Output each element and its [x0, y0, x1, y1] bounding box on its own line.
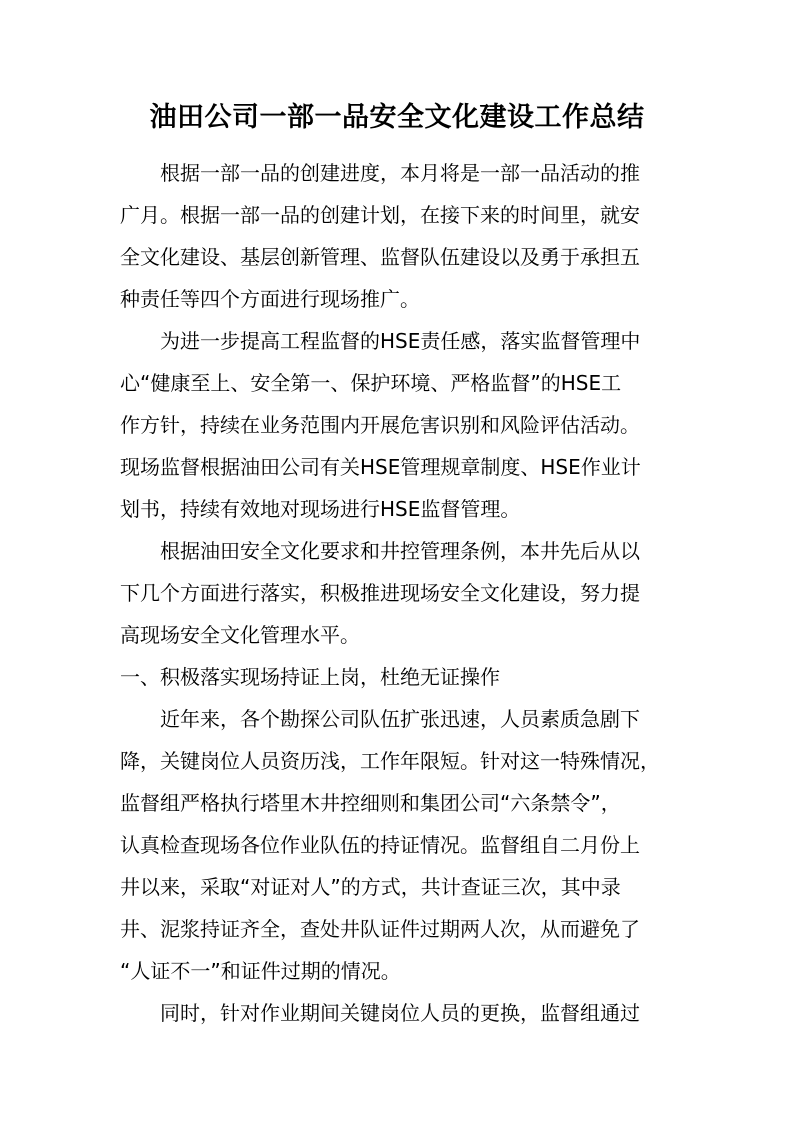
- paragraph-line: “人证不一”和证件过期的情况。: [120, 959, 401, 983]
- paragraph-line: 根据油田安全文化要求和井控管理条例，本井先后从以: [160, 539, 640, 563]
- document-title: 油田公司一部一品安全文化建设工作总结: [149, 102, 645, 133]
- paragraph-line: 下几个方面进行落实，积极推进现场安全文化建设，努力提: [120, 581, 640, 605]
- paragraph-line: 认真检查现场各位作业队伍的持证情况。监督组自二月份上: [120, 833, 640, 857]
- paragraph-line: 划书，持续有效地对现场进行HSE监督管理。: [120, 497, 521, 521]
- paragraph-line: 井以来，采取“对证对人”的方式，共计查证三次，其中录: [120, 875, 621, 899]
- paragraph-line: 降，关键岗位人员资历浅，工作年限短。针对这一特殊情况，: [120, 749, 660, 773]
- paragraph-line: 监督组严格执行塔里木井控细则和集团公司“六条禁令”，: [120, 791, 621, 815]
- paragraph-line: 全文化建设、基层创新管理、监督队伍建设以及勇于承担五: [120, 245, 640, 269]
- paragraph-line: 为进一步提高工程监督的HSE责任感，落实监督管理中: [160, 329, 641, 353]
- paragraph-line: 广月。根据一部一品的创建计划，在接下来的时间里，就安: [120, 203, 640, 227]
- paragraph-line: 高现场安全文化管理水平。: [120, 623, 360, 647]
- paragraph-line: 近年来，各个勘探公司队伍扩张迅速，人员素质急剧下: [160, 707, 640, 731]
- paragraph-line: 心“健康至上、安全第一、保护环境、严格监督”的HSE工: [120, 371, 622, 395]
- paragraph-line: 同时，针对作业期间关键岗位人员的更换，监督组通过: [160, 1001, 640, 1025]
- paragraph-line: 现场监督根据油田公司有关HSE管理规章制度、HSE作业计: [120, 455, 641, 479]
- paragraph-line: 根据一部一品的创建进度，本月将是一部一品活动的推: [160, 161, 640, 185]
- paragraph-line: 作方针，持续在业务范围内开展危害识别和风险评估活动。: [120, 413, 640, 437]
- paragraph-line: 井、泥浆持证齐全，查处井队证件过期两人次，从而避免了: [120, 917, 640, 941]
- section-heading: 一、积极落实现场持证上岗，杜绝无证操作: [120, 665, 500, 689]
- paragraph-line: 种责任等四个方面进行现场推广。: [120, 287, 420, 311]
